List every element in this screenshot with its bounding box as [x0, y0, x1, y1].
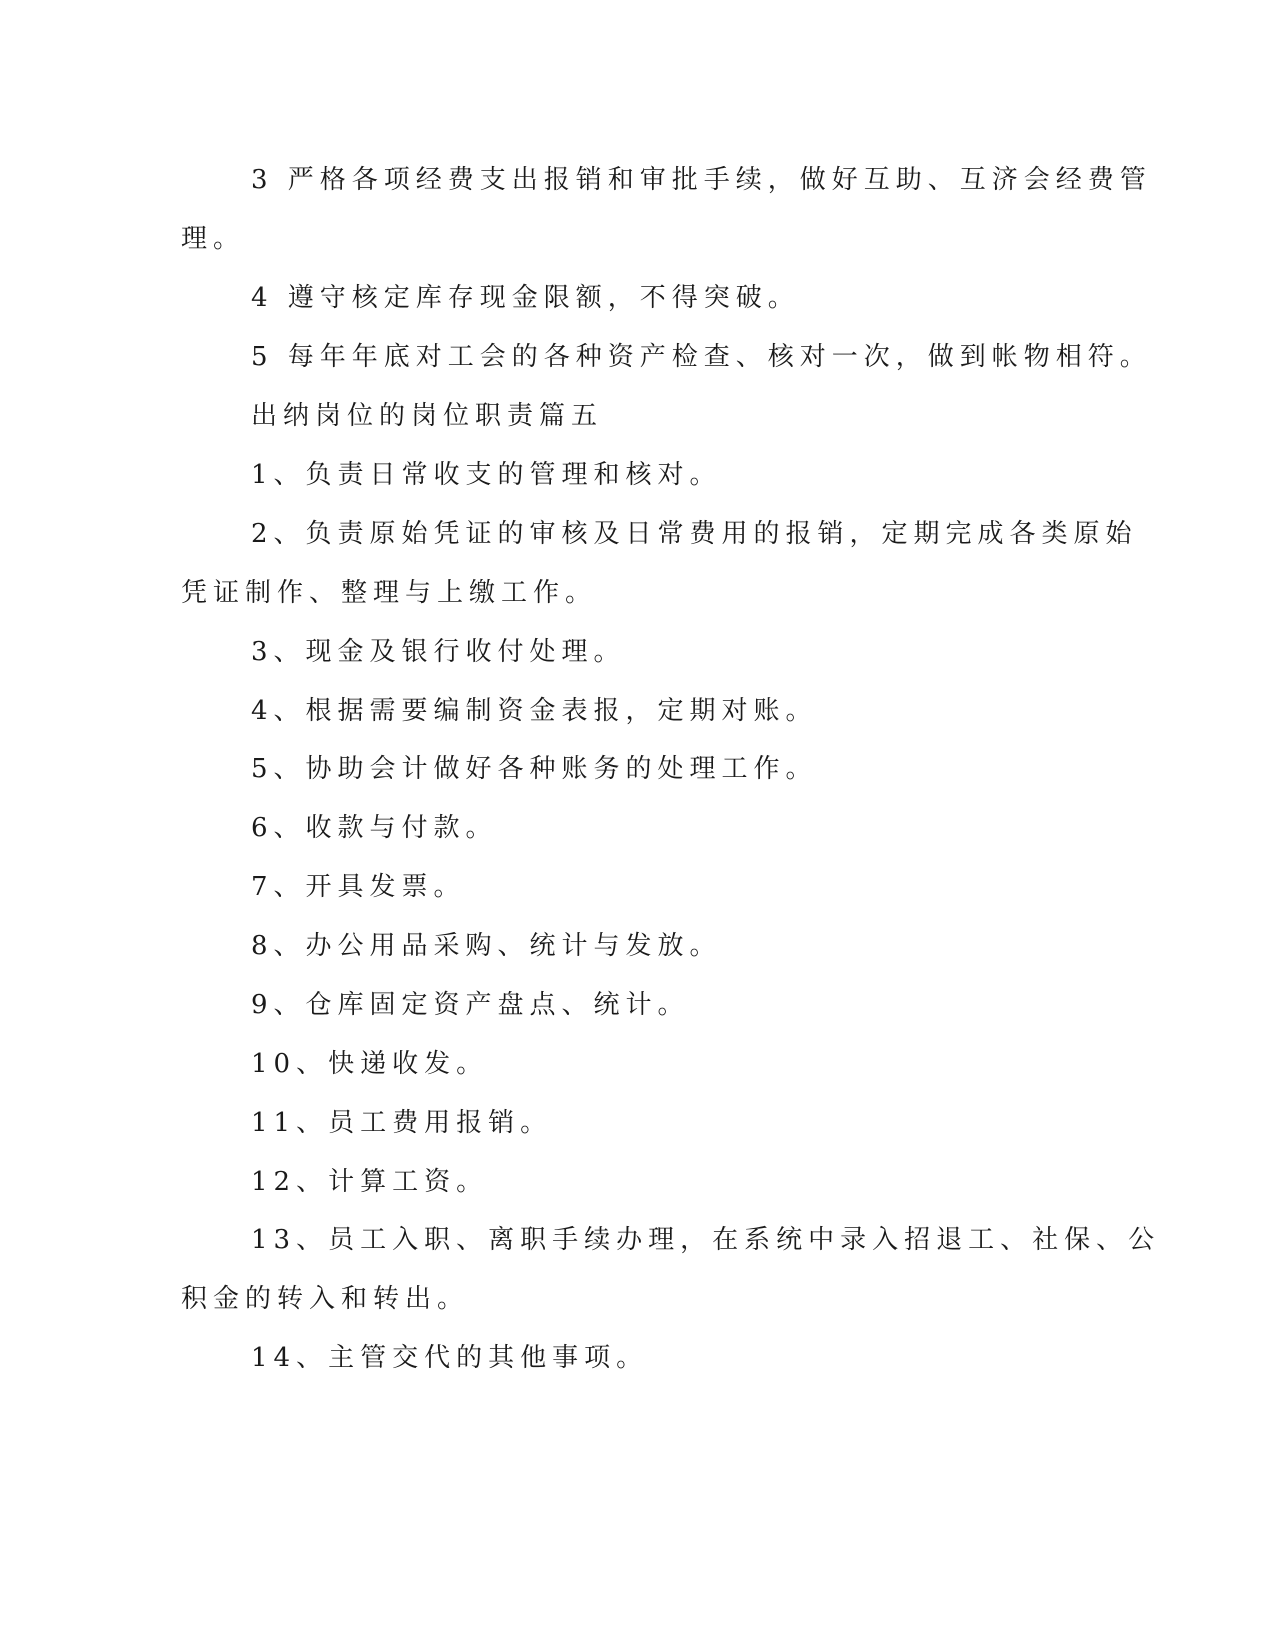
paragraph-line: 凭证制作、整理与上缴工作。 — [181, 578, 598, 608]
paragraph-line: 14、主管交代的其他事项。 — [251, 1343, 649, 1373]
paragraph-line: 4、根据需要编制资金表报，定期对账。 — [251, 696, 818, 726]
paragraph-line: 1、负责日常收支的管理和核对。 — [251, 460, 722, 490]
paragraph-line: 6、收款与付款。 — [251, 813, 498, 843]
paragraph-line: 积金的转入和转出。 — [181, 1284, 470, 1314]
paragraph-line: 5 每年年底对工会的各种资产检查、核对一次，做到帐物相符。 — [251, 342, 1152, 372]
paragraph-line: 5、协助会计做好各种账务的处理工作。 — [251, 754, 818, 784]
paragraph-line: 12、计算工资。 — [251, 1167, 489, 1197]
paragraph-line: 8、办公用品采购、统计与发放。 — [251, 931, 722, 961]
paragraph-line: 理。 — [181, 224, 246, 254]
paragraph-line: 3、现金及银行收付处理。 — [251, 637, 626, 667]
paragraph-line: 3 严格各项经费支出报销和审批手续，做好互助、互济会经费管 — [251, 165, 1152, 195]
paragraph-line: 11、员工费用报销。 — [251, 1108, 553, 1138]
paragraph-line: 4 遵守核定库存现金限额，不得突破。 — [251, 283, 800, 313]
section-heading-text: 出纳岗位的岗位职责篇五 — [251, 401, 604, 431]
paragraph-line: 2、负责原始凭证的审核及日常费用的报销，定期完成各类原始 — [251, 519, 1138, 549]
paragraph-line: 7、开具发票。 — [251, 872, 466, 902]
paragraph-line: 13、员工入职、离职手续办理，在系统中录入招退工、社保、公 — [251, 1225, 1161, 1255]
paragraph-line: 10、快递收发。 — [251, 1049, 489, 1079]
paragraph-line: 9、仓库固定资产盘点、统计。 — [251, 990, 690, 1020]
